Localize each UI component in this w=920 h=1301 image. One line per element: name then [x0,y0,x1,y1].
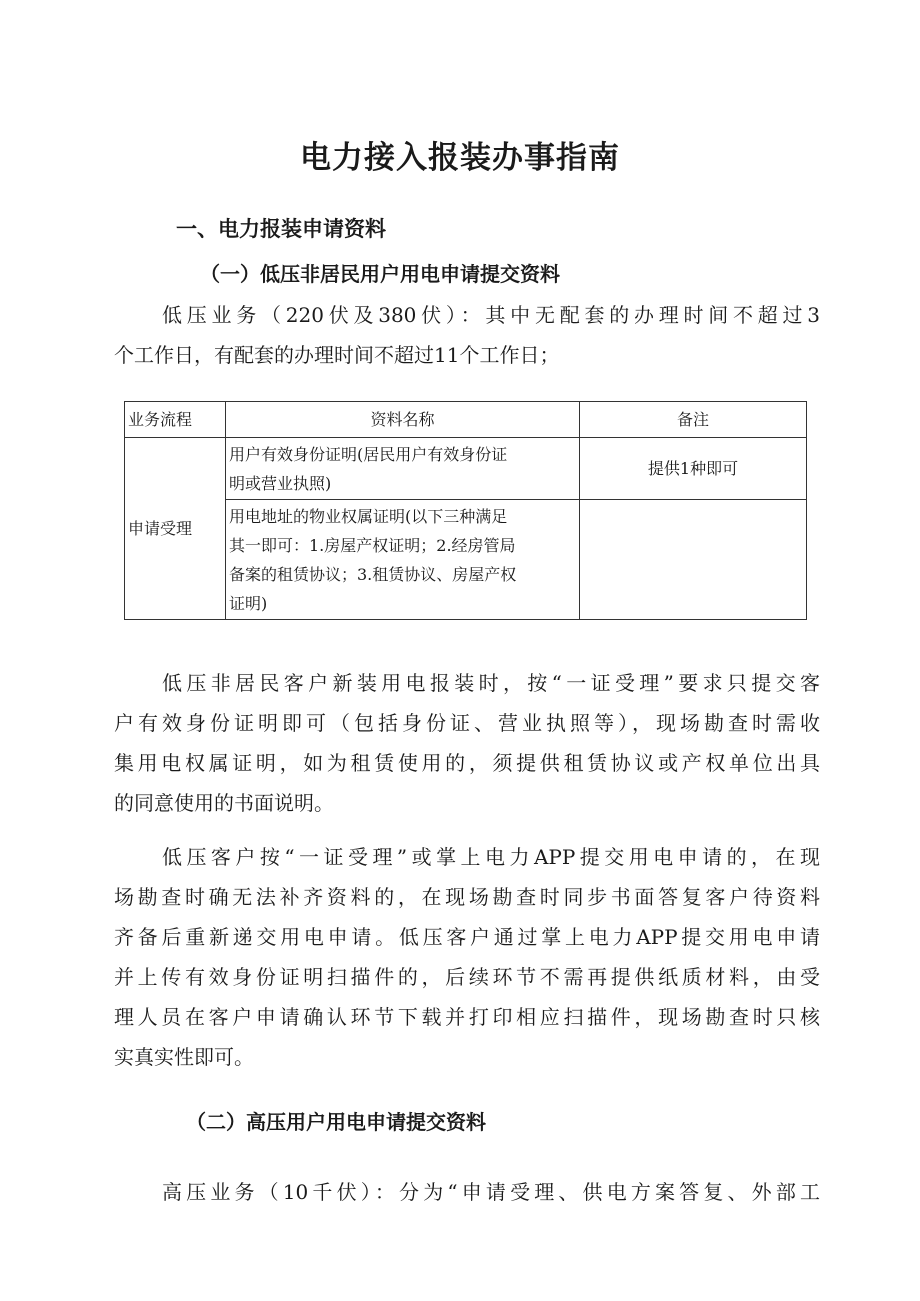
cell-text-line: 用电地址的物业权属证明(以下三种满足 [229,506,508,526]
cell-text-line: 证明) [229,593,268,613]
table-cell-process: 申请受理 [125,438,226,620]
paragraph-line: 低压业务（220伏及380伏）：其中无配套的办理时间不超过3 [162,303,820,327]
paragraph-line: 理人员在客户申请确认环节下载并打印相应扫描件，现场勘查时只核 [114,1005,820,1029]
table-cell-note: 提供1种即可 [580,438,807,500]
table-cell-note [580,500,807,620]
subsection-heading-high-voltage: （二）高压用户用电申请提交资料 [186,1110,486,1134]
paragraph-line: 集用电权属证明，如为租赁使用的，须提供租赁协议或产权单位出具 [114,751,820,775]
subsection-heading-low-voltage: （一）低压非居民用户用电申请提交资料 [200,262,560,286]
document-title: 电力接入报装办事指南 [300,140,620,176]
table-row [125,500,807,620]
cell-text-line: 其一即可：1.房屋产权证明；2.经房管局 [229,535,516,555]
section-heading-materials: 一、电力报装申请资料 [176,217,386,241]
table-row [125,438,807,500]
paragraph-one-certificate [114,663,820,823]
paragraph-line: 并上传有效身份证明扫描件的，后续环节不需再提供纸质材料，由受 [114,965,820,989]
table-cell-material-name [226,500,580,620]
table-header-row [125,402,807,438]
materials-table [124,401,807,620]
paragraph-line: 个工作日，有配套的办理时间不超过11个工作日； [114,343,560,367]
paragraph-high-voltage [114,1172,820,1212]
table-header-process: 业务流程 [125,402,226,438]
cell-text-line: 明或营业执照) [229,473,332,493]
paragraph-line: 高压业务（10千伏）：分为“申请受理、供电方案答复、外部工 [162,1180,820,1204]
paragraph-line: 实真实性即可。 [114,1045,254,1069]
table-cell-material-name [226,438,580,500]
cell-text-line: 用户有效身份证明(居民用户有效身份证 [229,444,508,464]
paragraph-line: 低压客户按“一证受理”或掌上电力APP提交用电申请的，在现 [162,845,820,869]
paragraph-app-submission [114,837,820,1077]
paragraph-line: 低压非居民客户新装用电报装时，按“一证受理”要求只提交客 [162,671,820,695]
paragraph-line: 场勘查时确无法补齐资料的，在现场勘查时同步书面答复客户待资料 [114,885,820,909]
paragraph-line: 齐备后重新递交用电申请。低压客户通过掌上电力APP提交用电申请 [114,925,820,949]
table-header-note: 备注 [580,402,807,438]
paragraph-line: 户有效身份证明即可（包括身份证、营业执照等），现场勘查时需收 [114,711,820,735]
table-header-material-name: 资料名称 [226,402,580,438]
paragraph-low-voltage-timeline [114,295,820,375]
paragraph-line: 的同意使用的书面说明。 [114,791,334,815]
cell-text-line: 备案的租赁协议；3.租赁协议、房屋产权 [229,564,517,584]
